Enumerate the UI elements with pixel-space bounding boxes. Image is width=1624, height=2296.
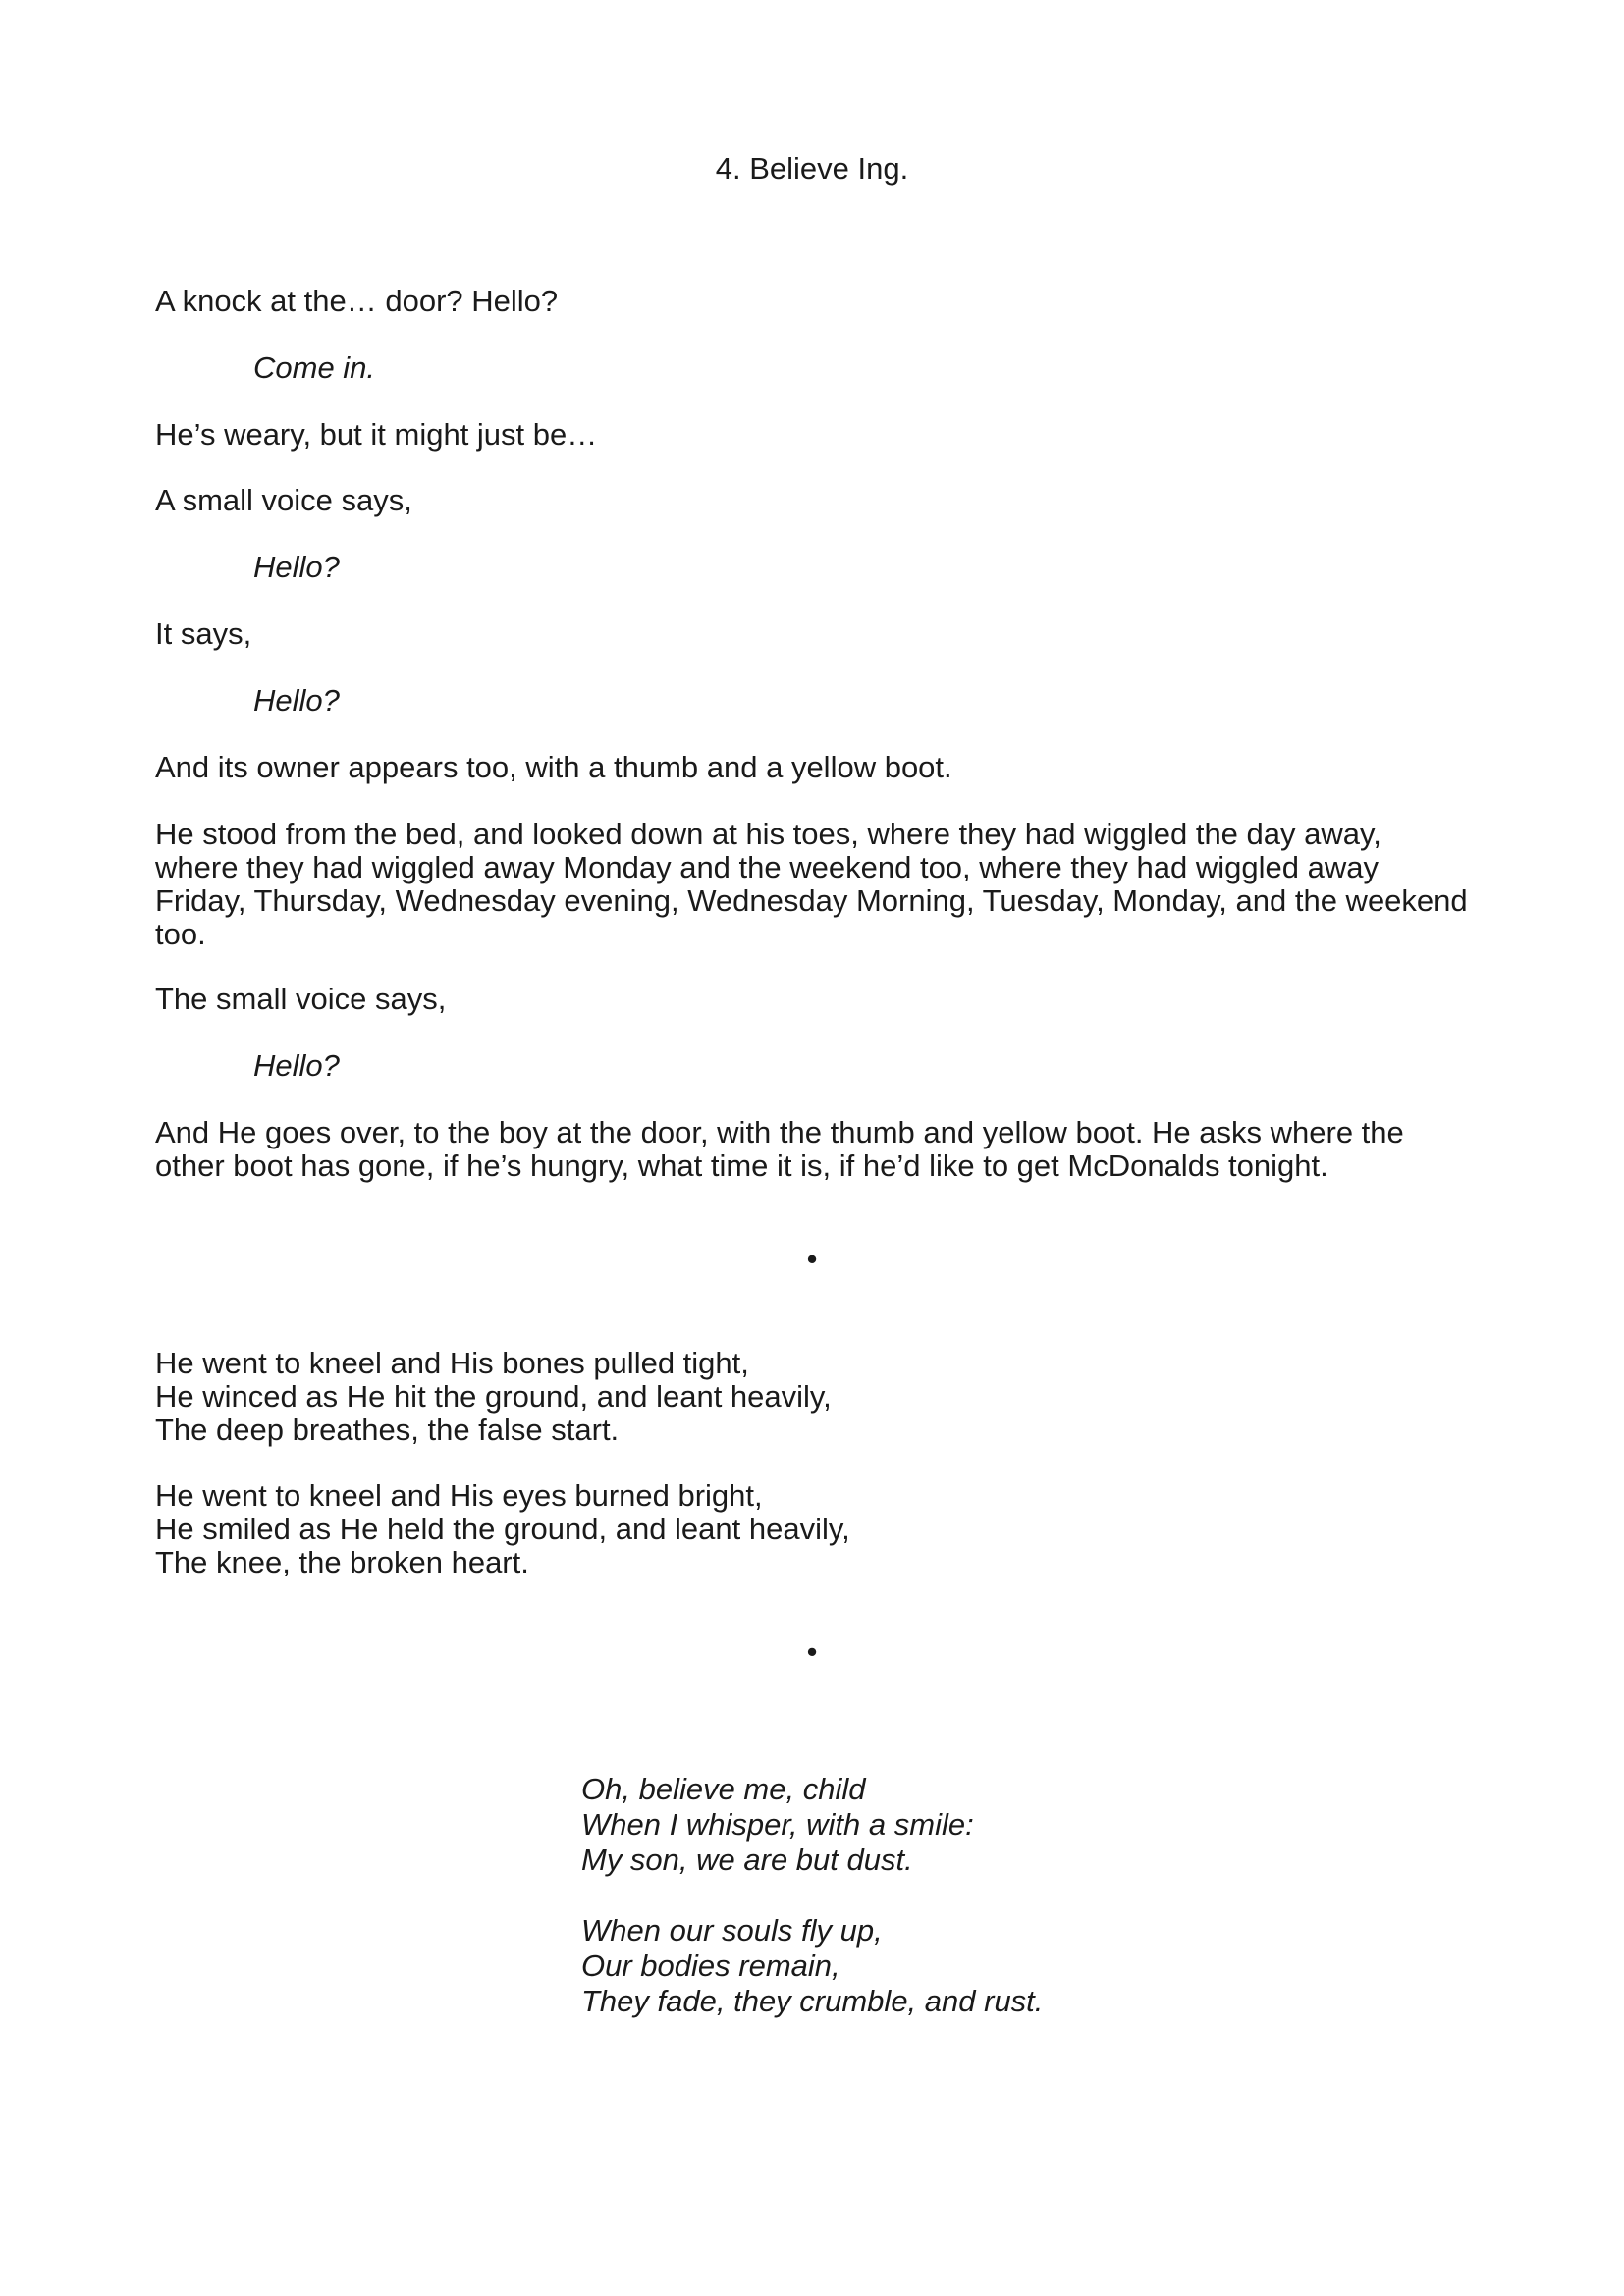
verse-line: Oh, believe me, child [581, 1772, 866, 1806]
paragraph: And He goes over, to the boy at the door, with the thumb and yellow boot. He asks where the other boot has gone, if he’s hungry, what time it is, if he’d like to get McDonalds tonight. [155, 1115, 1404, 1183]
document-title: 4. Believe Ing. [715, 151, 909, 186]
stanza-line: The deep breathes, the false start. [155, 1413, 620, 1447]
verse-line: They fade, they crumble, and rust. [581, 1984, 1044, 2018]
verse-line: When our souls fly up, [581, 1913, 883, 1948]
verse-line: My son, we are but dust. [581, 1842, 913, 1877]
paragraph: He’s weary, but it might just be… [155, 417, 598, 452]
paragraph: He stood from the bed, and looked down at his toes, where they had wiggled the day away, where they had wiggled away Monday and the weekend too, where they had wiggled away Friday, Thursday, Wednesday evening, Wednesday Morning, Tuesday, Monday, and the weekend too. [155, 817, 1468, 951]
italic-verse [581, 1772, 1269, 1878]
stanza-line: He winced as He hit the ground, and leant heavily, [155, 1379, 832, 1414]
stanza [155, 1479, 1471, 1579]
section-separator: • [806, 1242, 818, 1276]
stanza-line: He smiled as He held the ground, and leant heavily, [155, 1512, 850, 1546]
stanza-line: The knee, the broken heart. [155, 1545, 529, 1579]
stanza-line: He went to kneel and His eyes burned bright, [155, 1478, 763, 1513]
section-separator: • [806, 1634, 818, 1669]
stanza-line: He went to kneel and His bones pulled tight, [155, 1346, 749, 1380]
dialogue-line: Hello? [253, 550, 340, 584]
verse-line: When I whisper, with a smile: [581, 1807, 974, 1842]
paragraph: The small voice says, [155, 982, 447, 1016]
paragraph: A knock at the… door? Hello? [155, 284, 559, 318]
dialogue-line: Come in. [253, 350, 376, 385]
verse-line: Our bodies remain, [581, 1949, 840, 1983]
dialogue-line: Hello? [253, 1048, 340, 1083]
paragraph: And its owner appears too, with a thumb and a yellow boot. [155, 750, 952, 784]
paragraph: A small voice says, [155, 483, 412, 517]
paragraph: It says, [155, 616, 252, 651]
italic-verse [581, 1913, 1269, 2019]
stanza [155, 1347, 1471, 1447]
dialogue-line: Hello? [253, 683, 340, 718]
